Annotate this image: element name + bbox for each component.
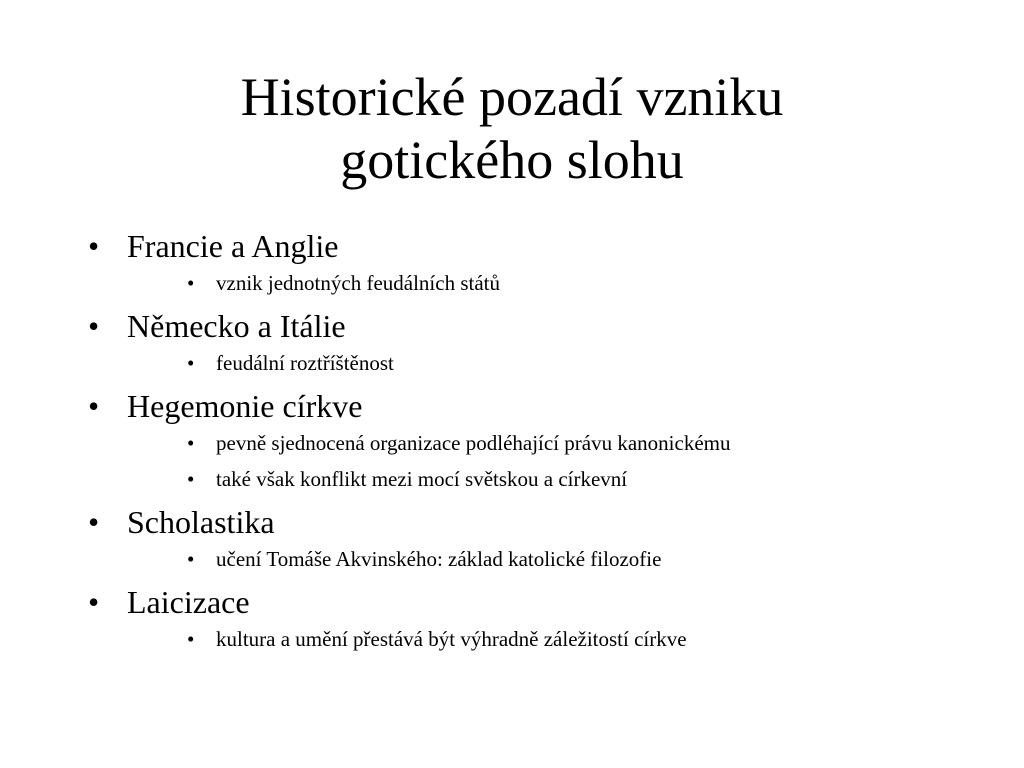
bullet-marker: •: [88, 584, 100, 620]
bullet-label: Scholastika: [127, 504, 275, 540]
sub-bullet-item: [80, 626, 980, 653]
bullet-item: [80, 582, 980, 622]
bullet-item: [80, 306, 980, 346]
sub-bullet-label: pevně sjednocená organizace podléhající právu kanonickému: [216, 431, 731, 455]
sub-bullet-list: [80, 626, 980, 653]
sub-bullet-marker: •: [187, 351, 195, 375]
sub-bullet-label: feudální roztříštěnost: [216, 351, 394, 375]
sub-bullet-label: kultura a umění přestává být výhradně záležitostí církve: [216, 627, 687, 651]
sub-bullet-item: [80, 466, 980, 493]
sub-bullet-list: [80, 546, 980, 573]
sub-bullet-marker: •: [187, 467, 195, 491]
sub-bullet-marker: •: [187, 627, 195, 651]
bullet-group: [80, 582, 980, 653]
bullet-list: [80, 226, 980, 662]
sub-bullet-list: [80, 430, 980, 493]
bullet-label: Německo a Itálie: [127, 308, 346, 344]
sub-bullet-marker: •: [187, 431, 195, 455]
slide-title-line-1: Historické pozadí vzniku: [240, 67, 784, 127]
slide-title: [60, 66, 964, 192]
sub-bullet-list: [80, 270, 980, 297]
sub-bullet-label: také však konflikt mezi mocí světskou a církevní: [216, 467, 628, 491]
slide-title-line-2: gotického slohu: [340, 130, 684, 190]
sub-bullet-label: vznik jednotných feudálních států: [216, 271, 501, 295]
bullet-marker: •: [88, 308, 100, 344]
sub-bullet-label: učení Tomáše Akvinského: základ katolické filozofie: [216, 547, 662, 571]
bullet-group: [80, 502, 980, 573]
sub-bullet-list: [80, 350, 980, 377]
sub-bullet-item: [80, 350, 980, 377]
bullet-item: [80, 226, 980, 266]
bullet-label: Hegemonie církve: [127, 388, 363, 424]
bullet-label: Laicizace: [127, 584, 250, 620]
sub-bullet-item: [80, 546, 980, 573]
sub-bullet-item: [80, 430, 980, 457]
bullet-marker: •: [88, 504, 100, 540]
bullet-marker: •: [88, 228, 100, 264]
bullet-group: [80, 386, 980, 493]
bullet-group: [80, 226, 980, 297]
sub-bullet-marker: •: [187, 547, 195, 571]
sub-bullet-item: [80, 270, 980, 297]
sub-bullet-marker: •: [187, 271, 195, 295]
bullet-group: [80, 306, 980, 377]
bullet-item: [80, 386, 980, 426]
bullet-marker: •: [88, 388, 100, 424]
bullet-item: [80, 502, 980, 542]
bullet-label: Francie a Anglie: [127, 228, 339, 264]
